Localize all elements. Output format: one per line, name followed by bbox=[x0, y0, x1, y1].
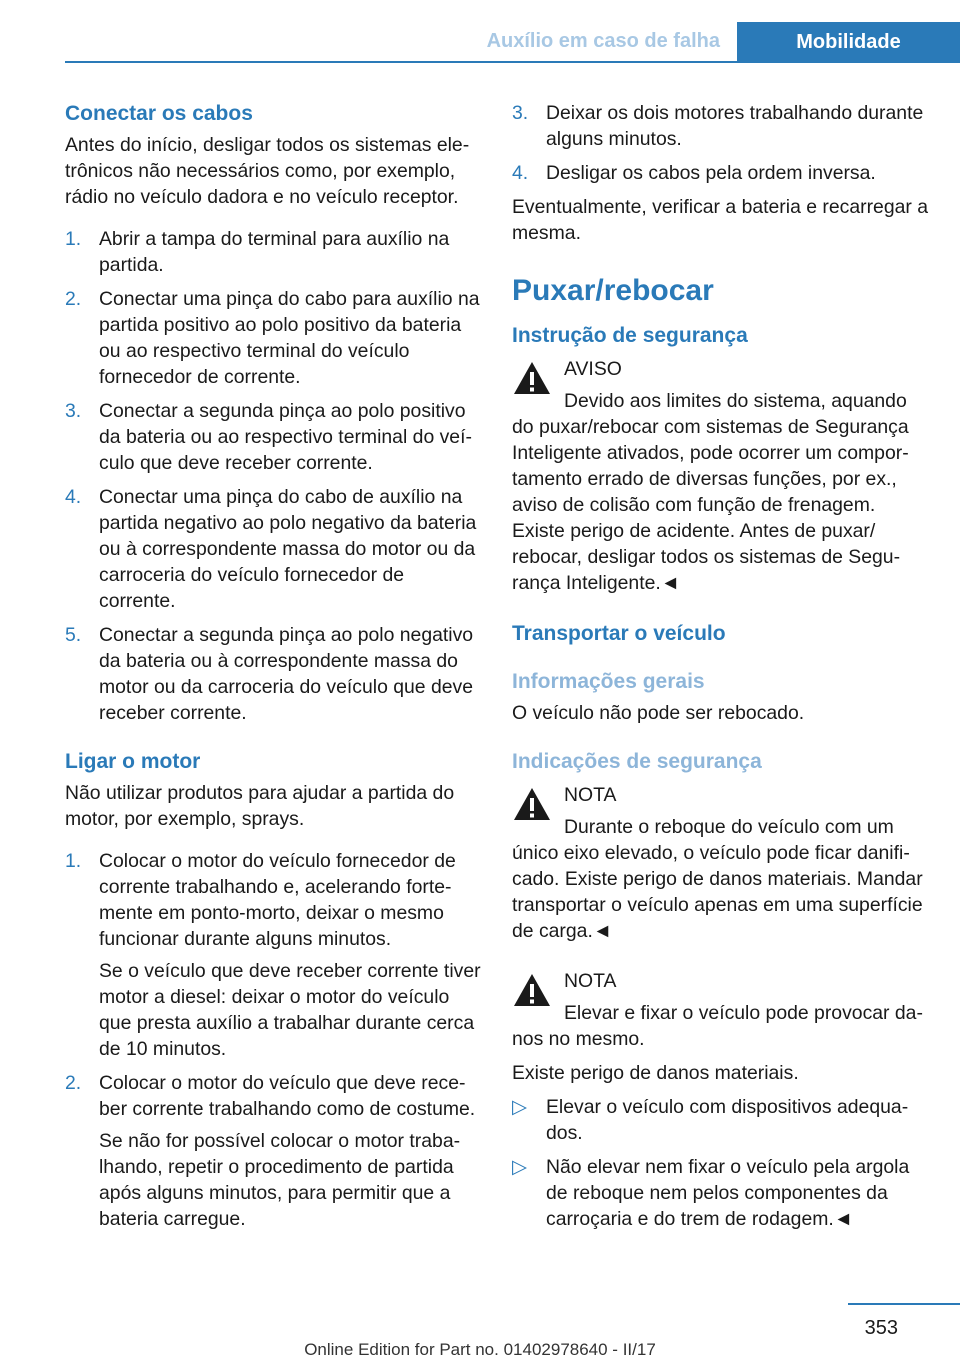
warning-text: Devido aos limites do sistema, aquando do puxar/rebocar com sistemas de Segurança Inteligente ativados, pode ocorrer um comportamento errado de diversas funções, por ex., aviso de colisão com função de frenagem. Existe perigo de acidente. Antes de puxar/ rebocar, desligar todos os sistemas de Segurança Inteligente.◄ bbox=[512, 390, 909, 594]
list-precautions bbox=[512, 1094, 932, 1232]
warning-triangle-icon bbox=[512, 360, 552, 396]
heading-transportar: Transportar o veículo bbox=[512, 622, 726, 645]
list-item: 3. Deixar os dois motores trabalhando durante alguns minutos. bbox=[512, 102, 924, 150]
list-continue bbox=[512, 100, 932, 186]
heading-conectar: Conectar os cabos bbox=[65, 102, 253, 125]
heading-instrucao: Instrução de segurança bbox=[512, 324, 748, 347]
heading-indicacoes: Indicações de segurança bbox=[512, 750, 762, 773]
para-perigo: Existe perigo de danos materiais. bbox=[512, 1062, 799, 1084]
warning-label: NOTA bbox=[564, 970, 617, 992]
para-ligar: Não utilizar produtos para ajudar a partida do motor, por exemplo, sprays. bbox=[65, 782, 455, 830]
header-section: Auxílio em caso de falha bbox=[486, 30, 720, 52]
heading-puxar: Puxar/rebocar bbox=[512, 274, 714, 307]
footer-rule bbox=[848, 1303, 960, 1305]
list-item: 2. Colocar o motor do veículo que deve receber corrente trabalhando como de costume. Se não for possível colocar o motor trabalhando, repetir o procedimento de partida após alguns minutos, para permitir que a bateria carregue. bbox=[65, 1072, 476, 1230]
warning-triangle-icon bbox=[512, 972, 552, 1008]
warning-text: Durante o reboque do veículo com um único eixo elevado, o veículo pode ficar danificado. Existe perigo de danos materiais. Mandar transportar o veículo apenas em uma superfície de carga.◄ bbox=[512, 816, 923, 942]
warning-label: AVISO bbox=[564, 358, 622, 380]
header-tab: Mobilidade bbox=[737, 22, 960, 62]
list-item: 4. Conectar uma pinça do cabo de auxílio na partida negativo ao polo negativo da bateria ou à correspondente massa do motor ou da carroceria do veículo fornecedor de corrente. bbox=[65, 486, 477, 612]
right-column bbox=[512, 100, 932, 1232]
para-eventual: Eventualmente, verificar a bateria e recarregar a mesma. bbox=[512, 196, 929, 244]
warning-nota-2 bbox=[512, 968, 932, 1052]
list-item: ▷ Elevar o veículo com dispositivos adequados. bbox=[512, 1096, 909, 1144]
list-item: ▷ Não elevar nem fixar o veículo pela argola de reboque nem pelos componentes da carroçaria e do trem de rodagem.◄ bbox=[512, 1156, 910, 1230]
warning-triangle-icon bbox=[512, 786, 552, 822]
list-item: 5. Conectar a segunda pinça ao polo negativo da bateria ou à correspondente massa do motor ou da carroceria do veículo que deve receber corrente. bbox=[65, 624, 474, 724]
list-item: 3. Conectar a segunda pinça ao polo positivo da bateria ou ao respectivo terminal do veículo que deve receber corrente. bbox=[65, 400, 472, 474]
warning-label: NOTA bbox=[564, 784, 617, 806]
heading-ligar: Ligar o motor bbox=[65, 750, 201, 773]
para-conectar: Antes do início, desligar todos os sistemas eletrônicos não necessários como, por exemplo, rádio no veículo dadora e no veículo receptor. bbox=[65, 134, 470, 208]
warning-nota-1 bbox=[512, 782, 932, 944]
list-item: 2. Conectar uma pinça do cabo para auxílio na partida positivo ao polo positivo da bateria ou ao respectivo terminal do veículo fornecedor de corrente. bbox=[65, 288, 480, 388]
list-item: 1. Colocar o motor do veículo fornecedor de corrente trabalhando e, acelerando fortemente em ponto-morto, deixar o mesmo funcionar durante alguns minutos. Se o veículo que deve receber corrente tiver motor a diesel: deixar o motor do veículo que presta auxílio a trabalhar durante cerca de 10 minutos. bbox=[65, 850, 481, 1060]
list-item: 1. Abrir a tampa do terminal para auxílio na partida. bbox=[65, 228, 450, 276]
list-conectar bbox=[65, 226, 485, 726]
para-informacoes: O veículo não pode ser rebocado. bbox=[512, 702, 805, 724]
warning-text: Elevar e fixar o veículo pode provocar danos no mesmo. bbox=[512, 1002, 923, 1050]
footer-edition: Online Edition for Part no. 01402978640 - II/17 bbox=[304, 1340, 656, 1359]
warning-aviso bbox=[512, 356, 932, 596]
list-item: 4. Desligar os cabos pela ordem inversa. bbox=[512, 162, 876, 184]
heading-informacoes: Informações gerais bbox=[512, 670, 705, 693]
left-column bbox=[65, 100, 485, 1232]
page-number: 353 bbox=[864, 1317, 898, 1339]
list-ligar bbox=[65, 848, 485, 1232]
